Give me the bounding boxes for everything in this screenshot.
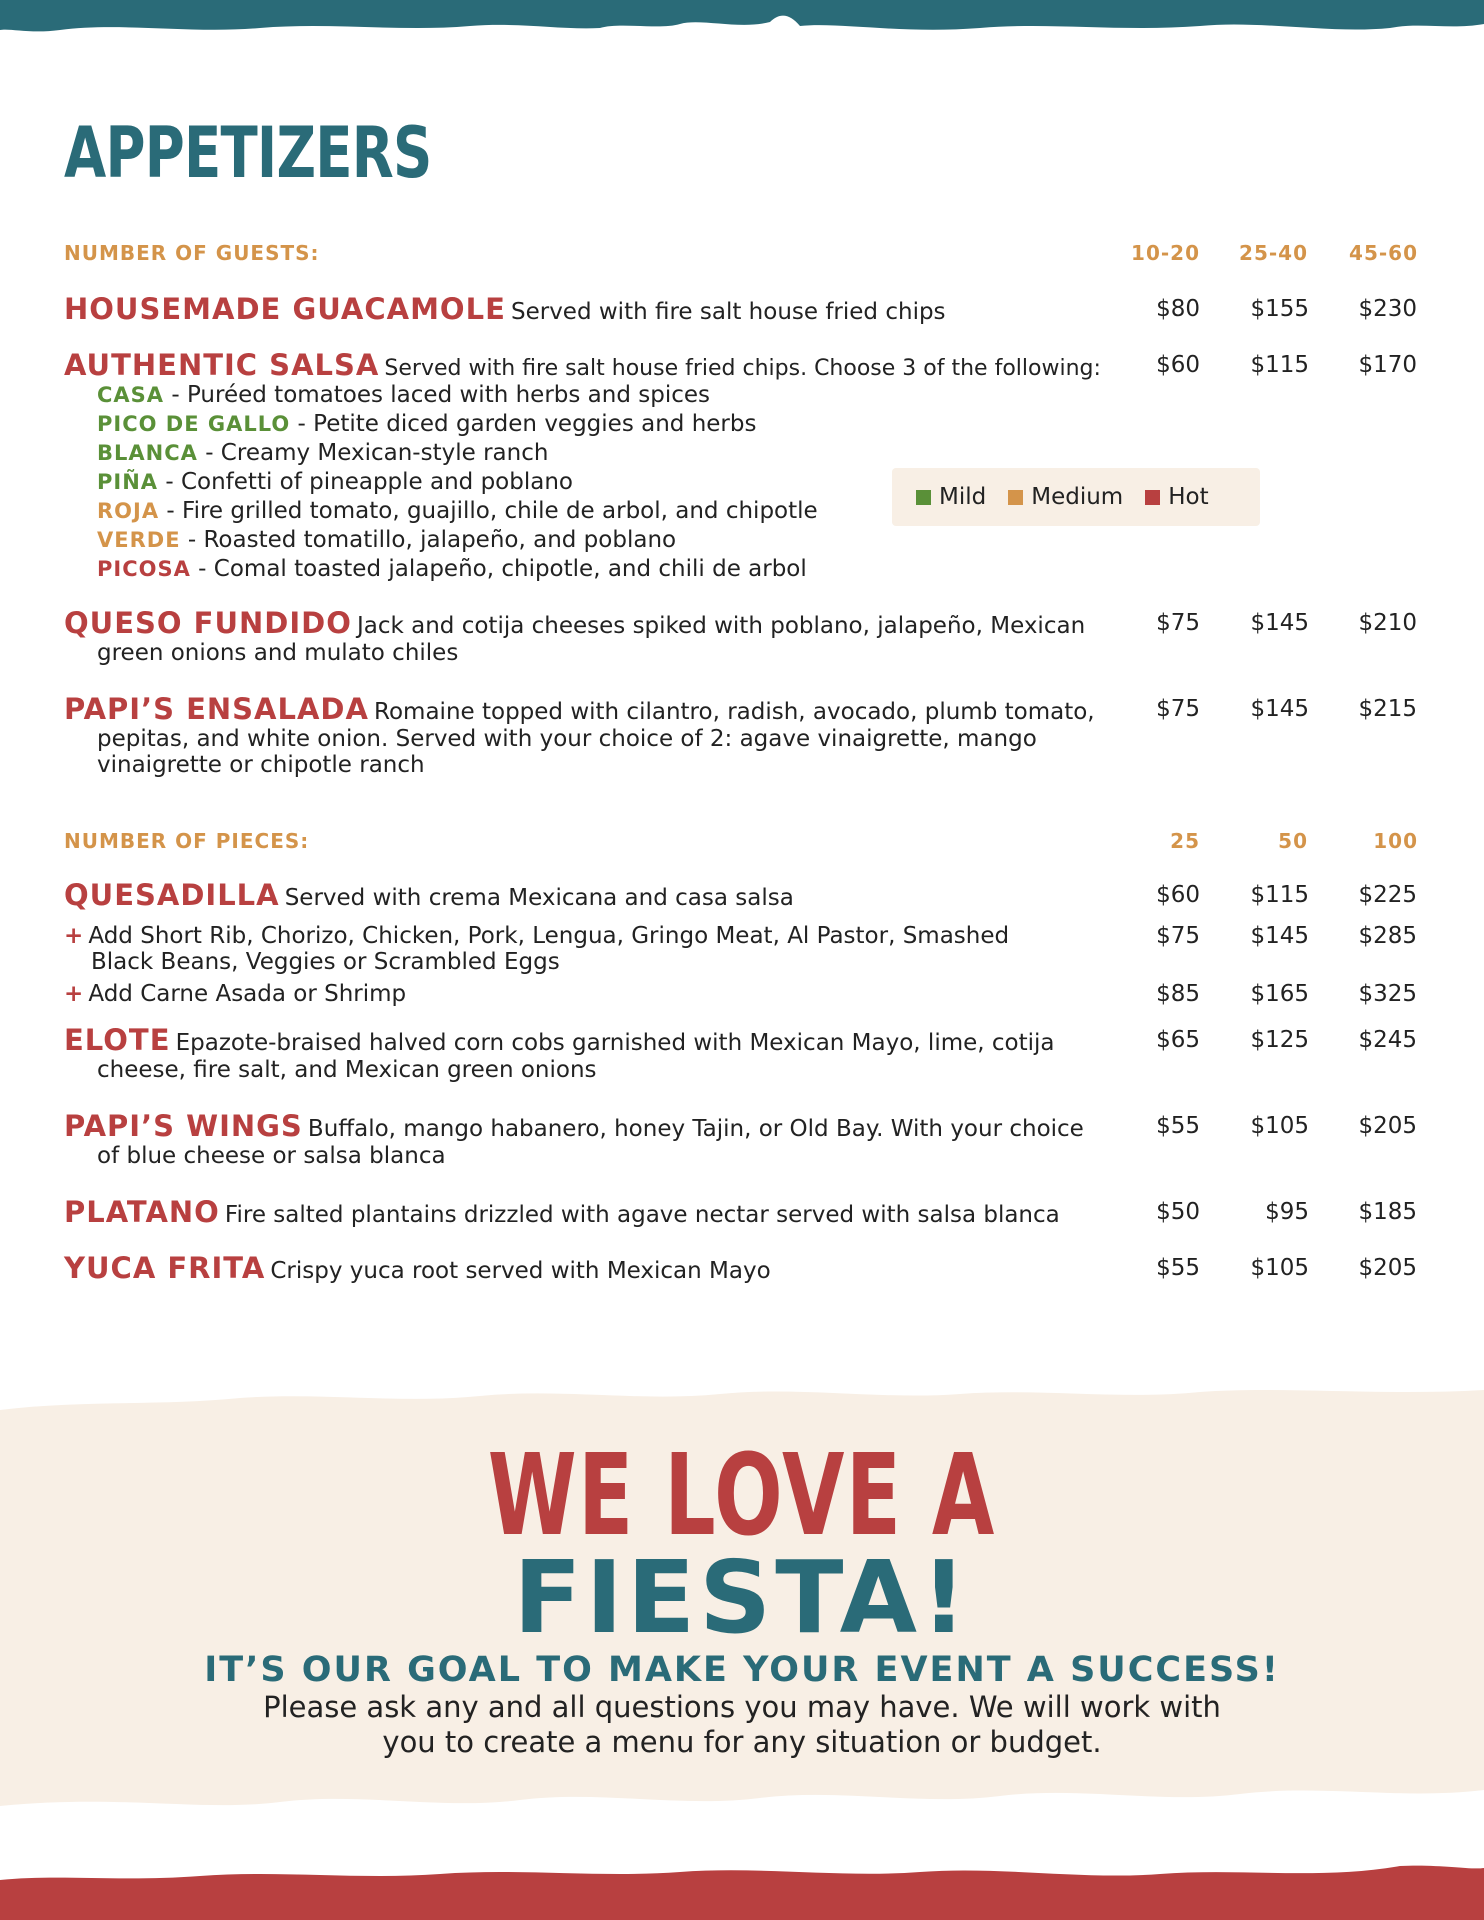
price-large: $285 <box>1358 923 1417 949</box>
menu-item-quesadilla <box>64 878 1424 912</box>
pieces-col-3: 100 <box>1373 829 1418 853</box>
option-name: ROJA <box>97 499 160 523</box>
option-description: - Puréed tomatoes laced with herbs and spices <box>164 382 711 408</box>
price-small: $50 <box>1156 1199 1200 1225</box>
fiesta-heading-text: WE LOVE A <box>488 1431 996 1561</box>
option-name: CASA <box>97 383 165 407</box>
legend-label: Mild <box>939 484 987 510</box>
price-medium: $105 <box>1250 1255 1309 1281</box>
price-large: $170 <box>1358 352 1417 378</box>
pieces-col-2: 50 <box>1278 829 1308 853</box>
option-description: - Fire grilled tomato, guajillo, chile de arbol, and chipotle <box>159 498 818 524</box>
pieces-header-label: NUMBER OF PIECES: <box>64 829 310 853</box>
salsa-option-pico <box>97 411 756 437</box>
item-description: Buffalo, mango habanero, honey Tajin, or Old Bay. With your choice <box>307 1116 1084 1142</box>
item-name: PLATANO <box>64 1195 220 1229</box>
addon-description: Add Short Rib, Chorizo, Chicken, Pork, Lengua, Gringo Meat, Al Pastor, Smashed <box>88 923 1010 949</box>
option-description: - Comal toasted jalapeño, chipotle, and chili de arbol <box>190 556 807 582</box>
price-small: $75 <box>1156 610 1200 636</box>
option-description: - Creamy Mexican-style ranch <box>197 440 549 466</box>
plus-icon: + <box>64 923 84 949</box>
option-name: PICOSA <box>97 557 191 581</box>
item-description: Jack and cotija cheeses spiked with poblano, jalapeño, Mexican <box>356 613 1086 639</box>
item-name: PAPI’S ENSALADA <box>64 692 369 726</box>
menu-item-platano <box>64 1195 1424 1229</box>
item-description: Crispy yuca root served with Mexican Mayo <box>270 1258 771 1284</box>
price-medium: $165 <box>1250 981 1309 1007</box>
price-medium: $95 <box>1265 1199 1309 1225</box>
salsa-option-pina <box>97 469 573 495</box>
guests-col-3: 45-60 <box>1349 241 1418 265</box>
contact-message <box>0 1690 1484 1760</box>
top-decorative-band <box>0 0 1484 40</box>
salsa-option-picosa <box>97 556 807 582</box>
addon-description: Add Carne Asada or Shrimp <box>88 981 407 1007</box>
menu-item-wings <box>64 1109 1424 1169</box>
item-name: AUTHENTIC SALSA <box>64 348 380 382</box>
bottom-decorative-band <box>0 1860 1484 1920</box>
salsa-option-verde <box>97 527 676 553</box>
price-small: $60 <box>1156 882 1200 908</box>
price-medium: $155 <box>1250 296 1309 322</box>
price-medium: $145 <box>1250 696 1309 722</box>
heat-legend <box>892 468 1260 526</box>
price-large: $230 <box>1358 296 1417 322</box>
price-large: $205 <box>1358 1113 1417 1139</box>
price-small: $80 <box>1156 296 1200 322</box>
salsa-option-casa <box>97 382 710 408</box>
price-medium: $115 <box>1250 352 1309 378</box>
price-small: $60 <box>1156 352 1200 378</box>
price-large: $245 <box>1358 1027 1417 1053</box>
legend-label: Medium <box>1031 484 1124 510</box>
price-small: $55 <box>1156 1255 1200 1281</box>
quesadilla-addon-asada <box>64 981 1424 1007</box>
salsa-option-roja <box>97 498 818 524</box>
menu-item-yuca <box>64 1251 1424 1285</box>
item-name: HOUSEMADE GUACAMOLE <box>64 292 506 326</box>
quesadilla-addon-proteins <box>64 923 1424 975</box>
pieces-col-1: 25 <box>1170 829 1200 853</box>
item-description-cont: of blue cheese or salsa blanca <box>97 1143 446 1169</box>
option-name: PICO DE GALLO <box>97 412 291 436</box>
item-description: Served with crema Mexicana and casa salsa <box>284 885 794 911</box>
plus-icon: + <box>64 981 84 1007</box>
price-large: $215 <box>1358 696 1417 722</box>
contact-message-line1: Please ask any and all questions you may have. We will work with <box>263 1690 1221 1724</box>
item-description-cont: cheese, fire salt, and Mexican green onions <box>97 1057 597 1083</box>
option-name: VERDE <box>97 528 181 552</box>
item-description-cont: vinaigrette or chipotle ranch <box>97 752 425 778</box>
medium-swatch-icon <box>1008 490 1023 505</box>
option-description: - Petite diced garden veggies and herbs <box>290 411 757 437</box>
menu-item-ensalada <box>64 692 1424 778</box>
price-large: $205 <box>1358 1255 1417 1281</box>
mild-swatch-icon <box>916 490 931 505</box>
option-description: - Roasted tomatillo, jalapeño, and poblano <box>180 527 677 553</box>
price-medium: $145 <box>1250 923 1309 949</box>
price-medium: $125 <box>1250 1027 1309 1053</box>
item-name: QUESO FUNDIDO <box>64 606 352 640</box>
price-large: $210 <box>1358 610 1417 636</box>
price-small: $55 <box>1156 1113 1200 1139</box>
price-small: $65 <box>1156 1027 1200 1053</box>
option-name: PIÑA <box>97 470 159 494</box>
legend-mild <box>916 484 986 510</box>
price-small: $85 <box>1156 981 1200 1007</box>
menu-item-guacamole <box>64 292 1424 326</box>
price-large: $185 <box>1358 1199 1417 1225</box>
price-medium: $105 <box>1250 1113 1309 1139</box>
price-small: $75 <box>1156 696 1200 722</box>
price-small: $75 <box>1156 923 1200 949</box>
price-medium: $145 <box>1250 610 1309 636</box>
item-description: Served with fire salt house fried chips <box>510 299 946 325</box>
fiesta-heading-line2: FIESTA! <box>513 1539 971 1656</box>
salsa-option-blanca <box>97 440 548 466</box>
menu-item-salsa <box>64 348 1424 382</box>
item-description-cont: pepitas, and white onion. Served with your choice of 2: agave vinaigrette, mango <box>97 726 1037 752</box>
guests-col-1: 10-20 <box>1131 241 1200 265</box>
price-large: $225 <box>1358 882 1417 908</box>
item-description: Romaine topped with cilantro, radish, avocado, plumb tomato, <box>374 699 1095 725</box>
option-name: BLANCA <box>97 441 198 465</box>
item-description: Served with fire salt house fried chips. Choose 3 of the following: <box>384 356 1101 381</box>
item-name: YUCA FRITA <box>64 1251 266 1285</box>
menu-item-queso <box>64 606 1424 666</box>
item-name: PAPI’S WINGS <box>64 1109 303 1143</box>
price-medium: $115 <box>1250 882 1309 908</box>
legend-hot <box>1145 484 1208 510</box>
price-large: $325 <box>1358 981 1417 1007</box>
goal-statement: IT’S OUR GOAL TO MAKE YOUR EVENT A SUCCESS! <box>204 1650 1280 1690</box>
contact-message-line2: you to create a menu for any situation or budget. <box>382 1725 1102 1759</box>
legend-medium <box>1008 484 1123 510</box>
hot-swatch-icon <box>1145 490 1160 505</box>
guests-header-label: NUMBER OF GUESTS: <box>64 241 320 265</box>
item-description: Epazote-braised halved corn cobs garnished with Mexican Mayo, lime, cotija <box>175 1030 1055 1056</box>
guests-col-2: 25-40 <box>1239 241 1308 265</box>
fiesta-heading-line1 <box>0 1431 1484 1561</box>
page-title: APPETIZERS <box>64 112 432 194</box>
addon-description-cont: Black Beans, Veggies or Scrambled Eggs <box>91 949 560 975</box>
item-description: Fire salted plantains drizzled with agave nectar served with salsa blanca <box>224 1202 1060 1228</box>
item-description-cont: green onions and mulato chiles <box>97 640 459 666</box>
menu-item-elote <box>64 1023 1424 1083</box>
item-name: QUESADILLA <box>64 878 280 912</box>
item-name: ELOTE <box>64 1023 171 1057</box>
option-description: - Confetti of pineapple and poblano <box>158 469 573 495</box>
legend-label: Hot <box>1168 484 1209 510</box>
